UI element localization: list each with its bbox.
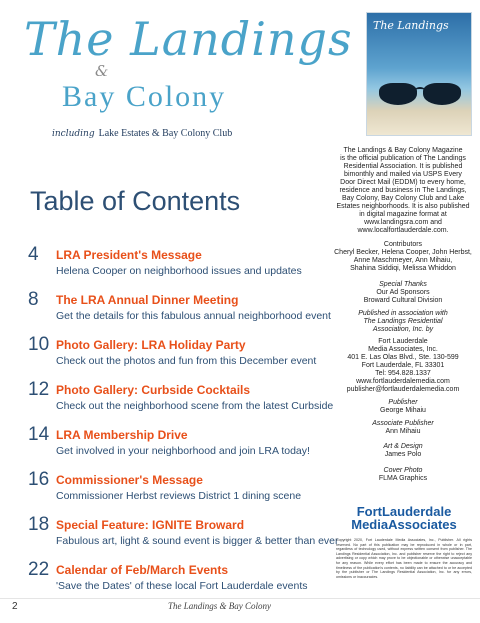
publisher-label: Publisher (388, 399, 418, 406)
cover-thumbnail (366, 12, 472, 136)
toc-entry-title[interactable]: LRA President's Message (56, 248, 202, 262)
thanks-text: Our Ad Sponsors Broward Cultural Division (363, 289, 443, 304)
sidebar-art (330, 443, 476, 459)
toc-entry-desc: Check out the neighborhood scene from the latest Curbside (56, 400, 334, 412)
masthead-ampersand: & (95, 62, 109, 80)
page-number: 2 (12, 601, 18, 612)
toc-page-number: 18 (28, 514, 50, 535)
toc-entry-title[interactable]: Calendar of Feb/March Events (56, 563, 229, 577)
toc-entry-title[interactable]: The LRA Annual Dinner Meeting (56, 293, 239, 307)
toc-entry-title[interactable]: LRA Membership Drive (56, 428, 188, 442)
copyright-fine-print: Copyright 2020, Fort Lauderdale Media Associates, Inc., Publisher. All rights reserved. No part of this publication may be reproduced in whole or in part, regardless of technology used, without express written consent from publisher. The Landings Residential Association, Inc. and publisher reserve the right to reject any advertising or copy which may prove to be objectionable or otherwise unacceptable for any reason. While every effort has been made to ensure the accuracy and timeliness of the publication's contents, no liability can be attached to or be accepted by the publisher or The Landings Residential Association, Inc. for any errors, omissions or inaccuracies. (336, 538, 472, 579)
art-label: Art & Design (383, 443, 423, 450)
toc-page-number: 16 (28, 469, 50, 490)
toc-page-number: 14 (28, 424, 50, 445)
contributors-label: Contributors (383, 241, 423, 248)
toc-entry-desc: Get involved in your neighborhood and join LRA today! (56, 445, 310, 457)
publisher-logo (336, 505, 472, 531)
toc-page-number: 22 (28, 559, 50, 580)
toc-entry-desc: Get the details for this fabulous annual neighborhood event (56, 310, 331, 322)
sidebar-contributors (330, 241, 476, 273)
toc-page-number: 12 (28, 379, 50, 400)
toc-entry-desc: Helena Cooper on neighborhood issues and updates (56, 265, 302, 277)
sidebar-publisher (330, 399, 476, 415)
masthead-title: The Landings (24, 12, 353, 66)
logo-line-2: MediaAssociates (351, 517, 457, 532)
toc-entry-desc: Commissioner Herbst reviews District 1 dining scene (56, 490, 302, 502)
about-text: The Landings & Bay Colony Magazine is the official publication of The Landings Residential Association. It is published bimonthly and mailed via USPS Every Door Direct Mail (EDDM) to every home, residence and business in The Landings, Bay Colony, Bay Colony Club and Lake Estates neighborhoods. It is also published in digital magazine format at www.landingsra.com and www.localfortlauderdale.com. (336, 147, 470, 234)
sidebar-assoc (330, 420, 476, 436)
toc-page-number: 10 (28, 334, 50, 355)
footer-publication: The Landings & Bay Colony (168, 601, 271, 611)
toc-entry-title[interactable]: Commissioner's Message (56, 473, 203, 487)
toc-entry-title[interactable]: Photo Gallery: Curbside Cocktails (56, 383, 251, 397)
logo-line-1: FortLauderdale (356, 504, 452, 519)
toc-entry-desc: Fabulous art, light & sound event is bigger & better than ever (56, 535, 339, 547)
sidebar-about (330, 147, 476, 235)
sunglasses-right-lens (423, 83, 461, 105)
publisher-info: Fort Lauderdale Media Associates, Inc. 401 E. Las Olas Blvd., Ste. 130-599 Fort Lauderdale, FL 33301 Tel: 954.828.1337 www.fortlauderdalemedia.com publisher@fortlauderdalemedia.com (346, 338, 460, 393)
including-prefix: including (52, 129, 95, 139)
contributors-names: Cheryl Becker, Helena Cooper, John Herbst, Anne Maschmeyer, Ann Mihaiu, Shahina Siddiqi, Melissa Whiddon (334, 249, 472, 272)
footer-divider (0, 598, 480, 599)
sunglasses-left-lens (379, 83, 417, 105)
assoc-label: Associate Publisher (372, 420, 434, 427)
published-label: Published in association with The Landings Residential Association, Inc. by (358, 310, 448, 333)
masthead (0, 8, 353, 148)
toc-entry-title[interactable]: Photo Gallery: LRA Holiday Party (56, 338, 246, 352)
masthead-subtitle: Bay Colony (62, 80, 227, 113)
sidebar-thanks (330, 281, 476, 305)
toc-page-number: 8 (28, 289, 39, 310)
sidebar-cover-credit (330, 467, 476, 483)
including-text: Lake Estates & Bay Colony Club (98, 128, 233, 139)
thanks-label: Special Thanks (379, 281, 427, 288)
toc-entry-title[interactable]: Special Feature: IGNITE Broward (56, 518, 245, 532)
sidebar-published (330, 310, 476, 334)
art-name: James Polo (384, 451, 422, 458)
publisher-name: George Mihaiu (380, 407, 426, 414)
cover-title: The Landings (373, 19, 449, 32)
toc-entry-desc: 'Save the Dates' of these local Fort Lauderdale events (56, 580, 308, 592)
masthead-including (52, 128, 232, 139)
cover-credit: FLMA Graphics (378, 475, 428, 482)
toc-heading: Table of Contents (30, 186, 241, 216)
toc-page-number: 4 (28, 244, 39, 265)
toc-entry-desc: Check out the photos and fun from this December event (56, 355, 317, 367)
cover-credit-label: Cover Photo (383, 467, 423, 474)
assoc-name: Ann Mihaiu (385, 428, 421, 435)
sidebar-publisher-info (330, 338, 476, 394)
